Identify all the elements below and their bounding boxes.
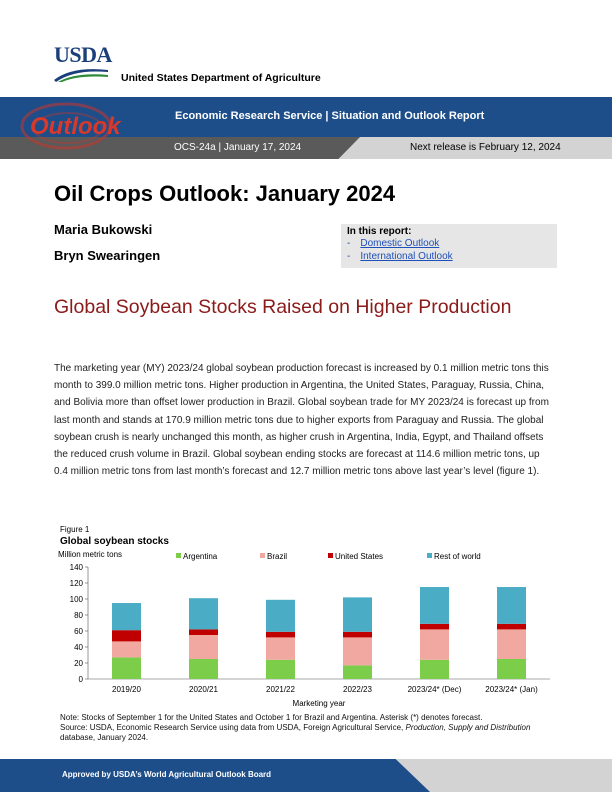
bar-segment bbox=[189, 635, 218, 659]
legend-label: Rest of world bbox=[434, 552, 481, 561]
next-release-date: February 12, 2024 bbox=[478, 142, 561, 153]
bar-segment bbox=[420, 587, 449, 624]
toc-link-international-outlook[interactable]: - International Outlook bbox=[347, 251, 453, 262]
bar-segment bbox=[343, 597, 372, 631]
legend-swatch bbox=[427, 553, 432, 558]
x-tick-label: 2020/21 bbox=[189, 685, 218, 694]
bar-segment bbox=[497, 629, 526, 659]
legend-swatch bbox=[176, 553, 181, 558]
y-axis-label: Million metric tons bbox=[58, 550, 123, 559]
legend-swatch bbox=[260, 553, 265, 558]
toc-heading: In this report: bbox=[347, 226, 412, 237]
bar-segment bbox=[112, 630, 141, 641]
toc-link-domestic-outlook[interactable]: - Domestic Outlook bbox=[347, 238, 440, 249]
bar-segment bbox=[189, 598, 218, 629]
bar-segment bbox=[497, 624, 526, 630]
bar-segment bbox=[266, 600, 295, 632]
bar-segment bbox=[343, 665, 372, 679]
soybean-stocks-chart bbox=[54, 548, 560, 712]
x-axis-label: Marketing year bbox=[292, 699, 346, 708]
figure-note bbox=[60, 713, 550, 743]
next-release bbox=[410, 142, 561, 153]
bar-segment bbox=[497, 659, 526, 679]
figure-note-line: Note: Stocks of September 1 for the United States and October 1 for Brazil and Argentina. Asterisk (*) denotes forecast. bbox=[60, 713, 483, 722]
bar-segment bbox=[420, 624, 449, 630]
legend-swatch bbox=[328, 553, 333, 558]
bar-segment bbox=[189, 659, 218, 679]
x-tick-label: 2023/24* (Jan) bbox=[485, 685, 538, 694]
y-tick-label: 20 bbox=[74, 659, 83, 668]
bar-segment bbox=[343, 637, 372, 665]
page-title: Oil Crops Outlook: January 2024 bbox=[54, 181, 396, 206]
x-tick-label: 2019/20 bbox=[112, 685, 141, 694]
section-heading: Global Soybean Stocks Raised on Higher Production bbox=[54, 296, 512, 318]
legend-label: Brazil bbox=[267, 552, 288, 561]
footer-text: Approved by USDA’s World Agricultural Outlook Board bbox=[62, 770, 272, 779]
x-tick-label: 2021/22 bbox=[266, 685, 295, 694]
y-tick-label: 40 bbox=[74, 643, 83, 652]
release-info: OCS-24a | January 17, 2024 bbox=[174, 142, 302, 153]
bar-segment bbox=[266, 637, 295, 659]
figure-title: Global soybean stocks bbox=[60, 536, 169, 547]
y-tick-label: 60 bbox=[74, 627, 83, 636]
usda-swoosh-icon bbox=[54, 66, 108, 82]
outlook-logo-icon bbox=[16, 100, 126, 152]
outlook-logo-text: Outlook bbox=[30, 113, 121, 140]
department-name: United States Department of Agriculture bbox=[121, 72, 321, 84]
bar-segment bbox=[266, 660, 295, 679]
bar-segment bbox=[189, 629, 218, 635]
y-tick-label: 80 bbox=[74, 611, 83, 620]
usda-logo bbox=[54, 44, 110, 84]
figure-source-line: Source: USDA, Economic Research Service using data from USDA, Foreign Agricultural Service, Production, Supply and Distribution database, January 2024. bbox=[60, 723, 531, 742]
next-release-label: Next release is bbox=[410, 142, 477, 153]
bar-segment bbox=[112, 657, 141, 679]
y-tick-label: 100 bbox=[69, 595, 83, 604]
figure-label: Figure 1 bbox=[60, 525, 90, 534]
author-name: Maria Bukowski bbox=[54, 222, 153, 237]
bar-segment bbox=[266, 632, 295, 638]
bar-segment bbox=[420, 660, 449, 679]
y-tick-label: 120 bbox=[69, 579, 83, 588]
x-tick-label: 2022/23 bbox=[343, 685, 372, 694]
bar-segment bbox=[343, 632, 372, 638]
bar-segment bbox=[420, 629, 449, 659]
author-name: Bryn Swearingen bbox=[54, 248, 161, 263]
x-tick-label: 2023/24* (Dec) bbox=[407, 685, 462, 694]
y-tick-label: 0 bbox=[78, 675, 83, 684]
y-tick-label: 140 bbox=[69, 563, 83, 572]
banner-title: Economic Research Service | Situation and Outlook Report bbox=[175, 110, 485, 122]
bar-segment bbox=[497, 587, 526, 624]
usda-logo-text: USDA bbox=[54, 42, 112, 67]
legend-label: Argentina bbox=[183, 552, 218, 561]
legend-label: United States bbox=[335, 552, 384, 561]
bar-segment bbox=[112, 641, 141, 657]
body-paragraph: The marketing year (MY) 2023/24 global soybean production forecast is increased by 0.1 million metric tons this month to 399.0 million metric tons. Higher production in Argentina, the United States, Paraguay, Russia, China, and Bolivia more than offset lower production in Brazil. Global soybean trade for MY 2023/24 is forecast up from last month and stands at 170.9 million metric tons due to higher exports from Paraguay and Russia. The global soybean crush is nearly unchanged this month, as higher crush in Argentina, India, Egypt, and Thailand offsets the reduced crush volume in Brazil. Global soybean ending stocks are forecast at 114.6 million metric tons, up 0.4 million metric tons from last month’s forecast and 12.7 million metric tons above last year’s level (figure 1). bbox=[54, 363, 549, 478]
bar-segment bbox=[112, 603, 141, 630]
